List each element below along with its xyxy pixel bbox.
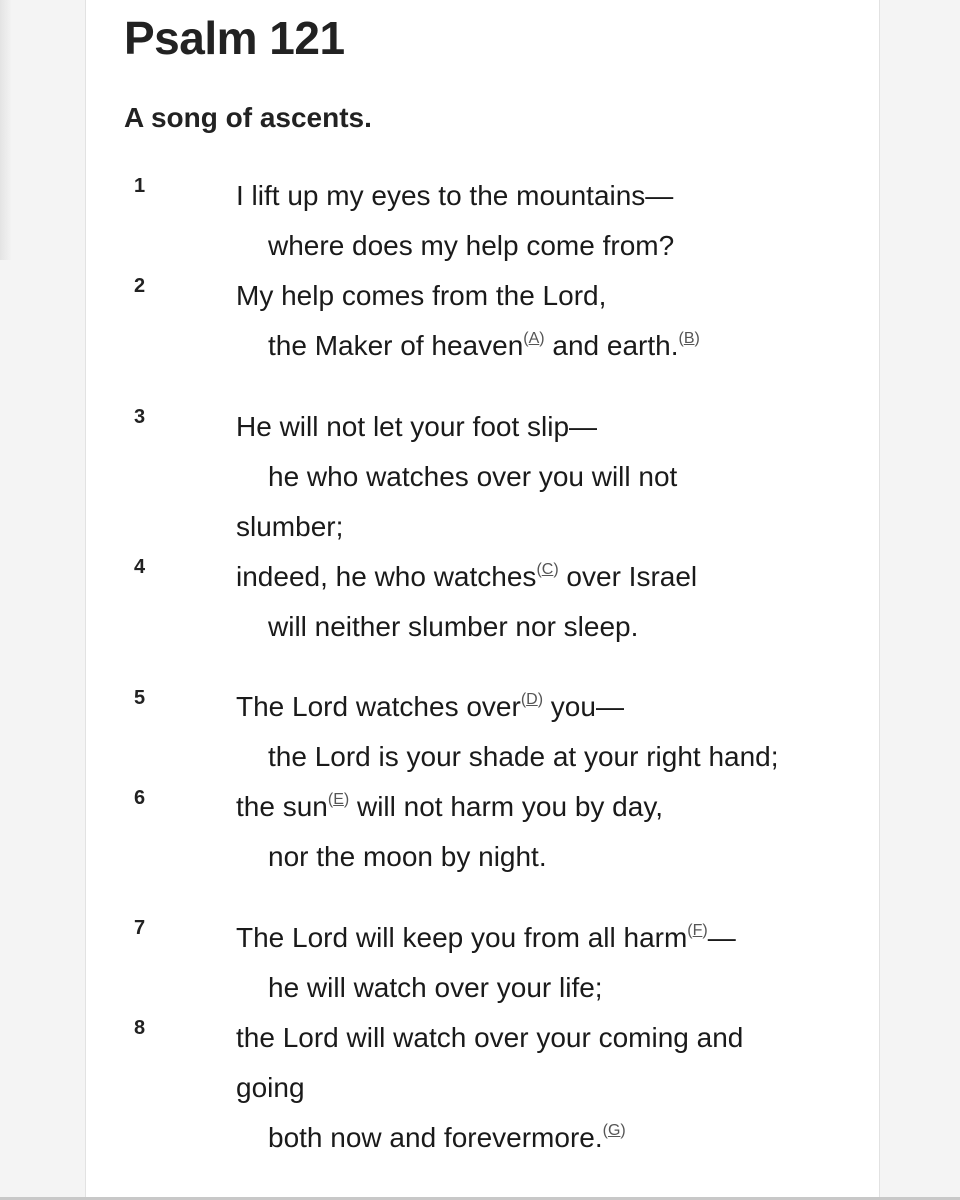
verse-line: slumber; (236, 511, 344, 542)
verse-text: will not harm you by day, (349, 791, 664, 822)
verse-text: The Lord watches over (236, 691, 521, 722)
verse-number: 3 (134, 406, 146, 428)
verse-text: The Lord will keep you from all harm (236, 922, 688, 953)
verse-text: and earth. (544, 330, 679, 361)
verse-number: 6 (134, 787, 146, 809)
verse-line: will neither slumber nor sleep. (268, 611, 639, 642)
verse-line: where does my help come from? (268, 230, 675, 261)
page-title: Psalm 121 (124, 12, 345, 64)
verse-text: you— (543, 691, 624, 722)
verse-text: over Israel (558, 561, 698, 592)
verse-line: the Lord will watch over your coming and (236, 1022, 744, 1053)
verse-text: the sun (236, 791, 328, 822)
verse-line: going (236, 1072, 305, 1103)
verse-number: 4 (134, 556, 146, 578)
verse-line (236, 559, 697, 595)
verse-number: 2 (134, 275, 146, 297)
verse-line (268, 328, 700, 364)
verse-text: the Maker of heaven (268, 330, 524, 361)
verse-line (236, 789, 663, 825)
verse-line (236, 920, 736, 956)
verse-text: both now and forevermore. (268, 1122, 603, 1153)
verse-number: 5 (134, 687, 146, 709)
left-panel-edge (0, 0, 12, 260)
verse-number: 8 (134, 1017, 146, 1039)
footnote-link[interactable]: (F) (687, 922, 708, 939)
verse-line: the Lord is your shade at your right hand; (268, 741, 779, 772)
verse-number: 1 (134, 175, 146, 197)
footnote-link[interactable]: (E) (327, 791, 350, 808)
verse-line: nor the moon by night. (268, 841, 547, 872)
footnote-link[interactable]: (G) (602, 1122, 626, 1139)
verse-line: he will watch over your life; (268, 972, 603, 1003)
footnote-link[interactable]: (C) (536, 561, 559, 578)
verse-text: indeed, he who watches (236, 561, 537, 592)
psalm-subtitle: A song of ascents. (124, 102, 372, 133)
footnote-link[interactable]: (B) (678, 330, 700, 347)
verse-line: he who watches over you will not (268, 461, 678, 492)
verse-line: I lift up my eyes to the mountains— (236, 180, 674, 211)
footnote-link[interactable]: (A) (523, 330, 545, 347)
verse-line: He will not let your foot slip— (236, 411, 598, 442)
verse-number: 7 (134, 917, 146, 939)
footnote-link[interactable]: (D) (520, 691, 544, 708)
verse-line (268, 1120, 626, 1156)
verse-line (236, 689, 624, 725)
verse-line: My help comes from the Lord, (236, 280, 607, 311)
verse-text: — (707, 922, 736, 953)
